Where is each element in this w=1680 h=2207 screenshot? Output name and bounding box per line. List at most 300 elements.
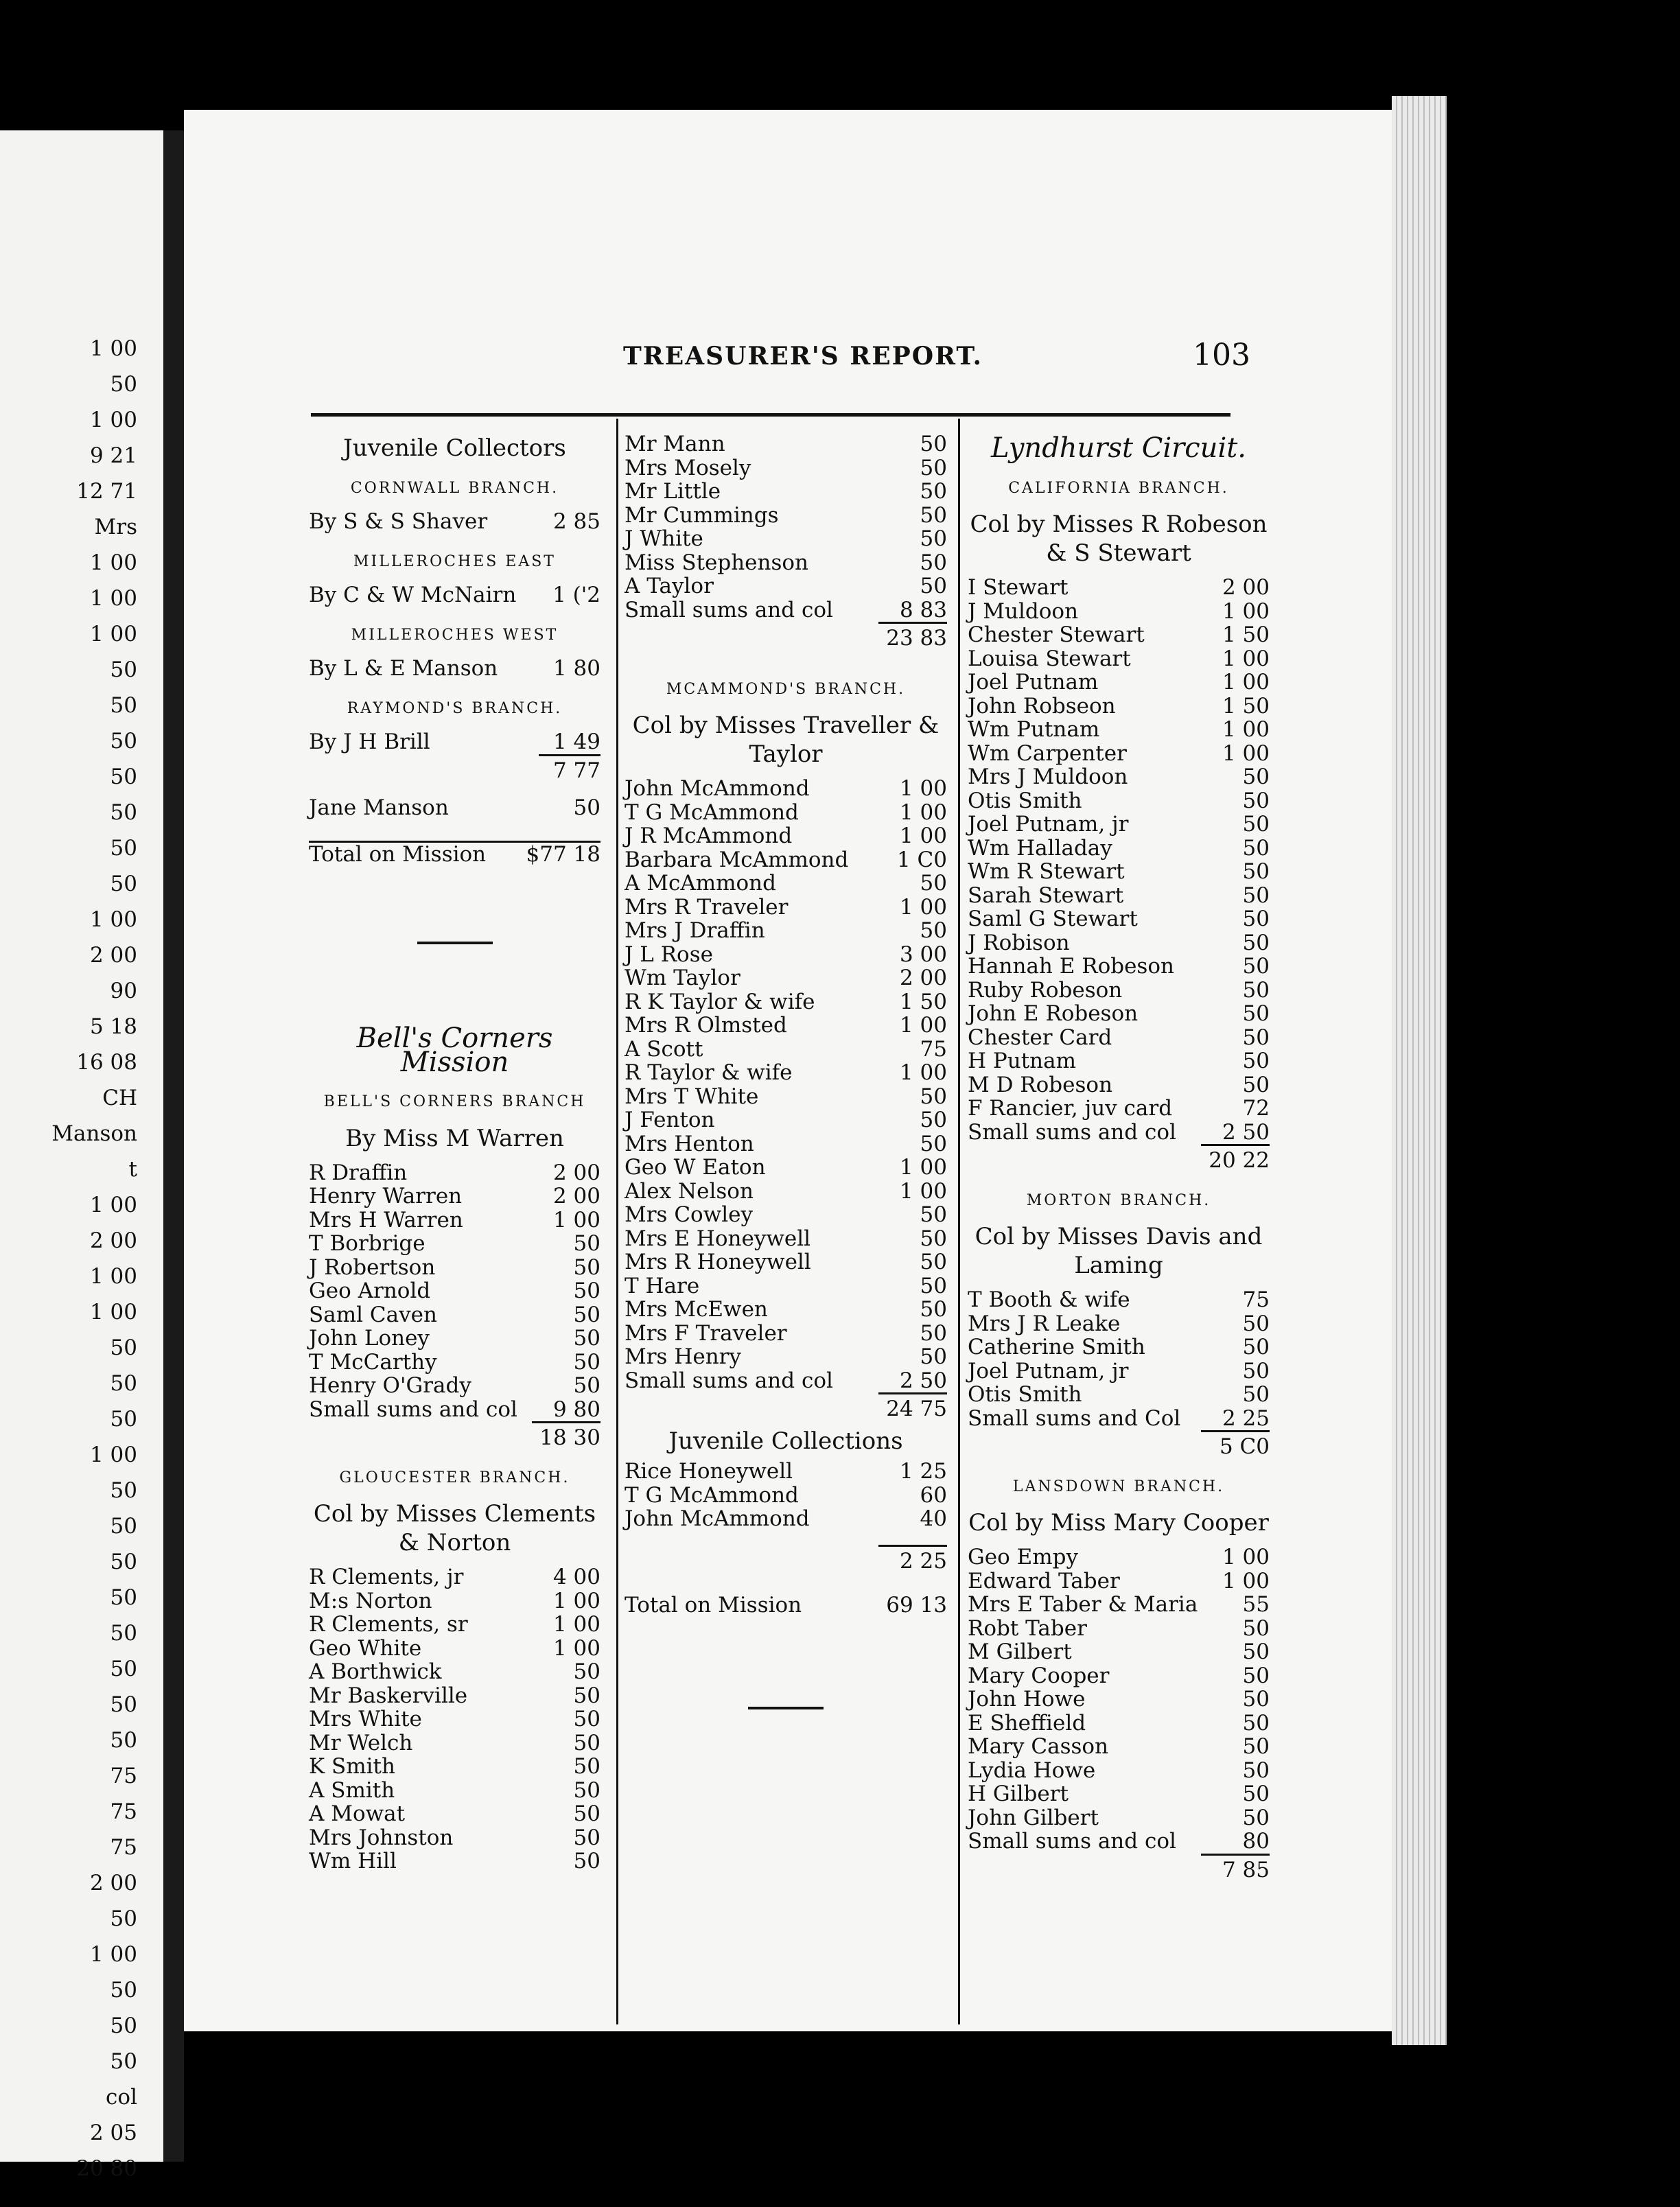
entry-amount: 1 80	[552, 656, 600, 681]
entry-amount: 1 00	[552, 1635, 600, 1661]
total-on-mission-row	[309, 841, 600, 867]
entry-name: Mrs Cowley	[625, 1202, 754, 1227]
entry-amount: 50	[920, 550, 947, 575]
entry-row	[968, 907, 1270, 931]
entry-name: Barbara McAmmond	[625, 847, 849, 872]
entry-row	[309, 1327, 600, 1351]
entry-name: John Gilbert	[968, 1805, 1099, 1830]
book-gutter	[163, 130, 184, 2162]
entry-name: John Robseon	[968, 693, 1116, 719]
entry-amount: 50	[573, 1349, 600, 1375]
entry-amount: 50	[920, 1108, 947, 1132]
entry-name: Alex Nelson	[625, 1178, 754, 1204]
entry-row	[968, 884, 1270, 908]
entry-row	[968, 694, 1270, 719]
entry-amount: 50	[1242, 1358, 1270, 1383]
juvenile-collections-title: Juvenile Collections	[668, 1427, 903, 1455]
entry-row	[625, 1180, 947, 1204]
entry-name: Saml G Stewart	[968, 907, 1138, 931]
entry-amount: 2 00	[552, 1160, 600, 1185]
entry-name: Mr Welch	[309, 1730, 413, 1755]
entry-name: Wm R Stewart	[968, 859, 1125, 884]
entry-row	[309, 1613, 600, 1637]
entry-amount: 1 00	[899, 1155, 947, 1180]
entry-amount: 50	[573, 1254, 600, 1280]
row-amount: 69 13	[886, 1593, 947, 1618]
entry-row	[625, 1345, 947, 1369]
left-page-text: 2 00	[89, 943, 137, 968]
mcammond-collector: Col by Misses Traveller & Taylor	[632, 712, 940, 768]
left-page-text: 12 71	[76, 479, 137, 504]
entry-name: J L Rose	[625, 942, 713, 967]
entry-row	[968, 1335, 1270, 1359]
entry-row	[968, 860, 1270, 884]
entry-row	[968, 1026, 1270, 1050]
entry-name: M:s Norton	[309, 1588, 432, 1613]
entry-name: Mr Little	[625, 479, 721, 504]
entry-amount: 50	[920, 526, 947, 551]
entry-row	[309, 1161, 600, 1185]
entry-amount: 50	[573, 1825, 600, 1850]
left-page-text: 50	[110, 1371, 137, 1396]
entry-name: John Loney	[309, 1326, 430, 1351]
bells-total: 18 30	[532, 1421, 600, 1450]
left-page-text: 50	[110, 729, 137, 754]
entry-row	[625, 966, 947, 990]
bells-corners-title: Bell's Corners Mission	[356, 1023, 553, 1078]
entry-amount: 50	[1242, 907, 1270, 931]
entry-row	[968, 1806, 1270, 1830]
entry-row	[968, 1617, 1270, 1641]
entry-amount: 1 00	[899, 824, 947, 848]
entry-amount: 50	[573, 1777, 600, 1803]
entry-name: Geo Empy	[968, 1545, 1079, 1569]
entry-name: J Robertson	[309, 1254, 436, 1280]
entry-row	[625, 527, 947, 551]
entry-name: Mrs E Taber & Maria	[968, 1592, 1198, 1617]
left-page-text: 1 00	[89, 336, 137, 361]
entry-amount: 50	[920, 1084, 947, 1109]
column-divider	[616, 419, 618, 2024]
entry-amount: 4 00	[552, 1565, 600, 1589]
entry-row	[625, 504, 947, 528]
entry-name: Mr Cummings	[625, 502, 779, 528]
left-page-text: 50	[110, 657, 137, 682]
left-page-text: 50	[110, 1585, 137, 1610]
entry-amount: 50	[1242, 1663, 1270, 1688]
entry-amount: 75	[1242, 1287, 1270, 1312]
entry-row	[625, 1061, 947, 1085]
entry-name: Edward Taber	[968, 1568, 1120, 1593]
entry-amount: 50	[1242, 1072, 1270, 1097]
page-number: 103	[1193, 338, 1250, 373]
left-page-text: Manson	[51, 1121, 137, 1146]
entry-amount: 2 85	[552, 509, 600, 534]
entry-amount: 9 80	[552, 1397, 600, 1422]
entry-amount: 50	[1242, 835, 1270, 861]
entry-amount: 50	[1242, 1687, 1270, 1712]
entry-row	[309, 1232, 600, 1256]
morton-total: 5 C0	[1201, 1430, 1270, 1459]
entry-name: R Clements, jr	[309, 1565, 464, 1589]
column-divider	[958, 419, 960, 2024]
entry-row	[625, 801, 947, 825]
entry-name: Sarah Stewart	[968, 883, 1124, 908]
morton-rows	[968, 1288, 1270, 1430]
entry-name: Louisa Stewart	[968, 646, 1131, 671]
left-page-text: 1 00	[89, 408, 137, 432]
entry-amount: 50	[573, 1326, 600, 1351]
entry-name: Geo Arnold	[309, 1278, 431, 1303]
entry-row	[968, 1049, 1270, 1073]
entry-amount: 1 49	[552, 729, 600, 754]
left-page-text: 20 80	[76, 2156, 137, 2181]
entry-row	[968, 1688, 1270, 1712]
entry-amount: 8 83	[899, 597, 947, 622]
column-3	[968, 432, 1270, 1890]
row-name: Total on Mission	[309, 841, 487, 867]
entry-name: Wm Carpenter	[968, 740, 1127, 766]
entry-row	[625, 1085, 947, 1109]
entry-row	[968, 742, 1270, 766]
entry-name: Mrs White	[309, 1707, 422, 1731]
entry-amount: 50	[1242, 1805, 1270, 1830]
entry-name: Small sums and col	[968, 1829, 1176, 1854]
entry-name: H Gilbert	[968, 1782, 1069, 1806]
california-total: 20 22	[1201, 1144, 1270, 1173]
entry-name: M Gilbert	[968, 1639, 1072, 1664]
left-page-text: 2 00	[89, 1228, 137, 1253]
left-page-text: 50	[110, 800, 137, 825]
entry-amount: 50	[920, 1320, 947, 1346]
entry-row	[968, 1312, 1270, 1336]
entry-name: Mary Cooper	[968, 1663, 1110, 1688]
entry-row	[968, 1712, 1270, 1736]
entry-row	[625, 480, 947, 504]
entry-name: John McAmmond	[625, 776, 810, 801]
entry-amount: 50	[920, 871, 947, 896]
entry-name: J White	[625, 526, 703, 551]
entry-row	[625, 1038, 947, 1062]
entry-name: R Clements, sr	[309, 1612, 468, 1637]
left-page-text: 50	[110, 1657, 137, 1681]
entry-name: Mr Mann	[625, 432, 725, 456]
juvenile-total: 2 25	[878, 1545, 947, 1574]
entry-amount: 1 50	[1222, 622, 1270, 647]
mcammond-rows	[625, 777, 947, 1392]
mcammond-total: 24 75	[878, 1392, 947, 1421]
left-page-text: 75	[110, 1764, 137, 1788]
entry-row	[309, 1208, 600, 1233]
entry-row	[625, 1203, 947, 1227]
entry-amount: 50	[1242, 812, 1270, 837]
entry-amount: 50	[573, 1730, 600, 1755]
entry-name: Hannah E Robeson	[968, 954, 1174, 979]
entry-name: T Booth & wife	[968, 1287, 1130, 1312]
entry-row	[625, 1322, 947, 1346]
entry-amount: 50	[920, 455, 947, 480]
left-page-text: 1 00	[89, 622, 137, 646]
juvenile-total: 7 77	[539, 754, 600, 783]
entry-name: A Taylor	[625, 574, 714, 598]
lansdown-rows	[968, 1545, 1270, 1854]
entry-amount: 50	[573, 1231, 600, 1256]
entry-name: Henry Warren	[309, 1184, 463, 1208]
lyndhurst-circuit-title: Lyndhurst Circuit.	[990, 432, 1247, 464]
page-header	[184, 338, 1392, 383]
entry-row	[968, 1121, 1270, 1145]
entry-name: Small sums and col	[625, 1368, 833, 1393]
entry-row	[309, 1256, 600, 1280]
entry-amount: 50	[573, 1278, 600, 1303]
entry-name: Wm Putnam	[968, 717, 1100, 742]
entry-row	[625, 456, 947, 480]
entry-row	[968, 1640, 1270, 1664]
entry-name: A Scott	[625, 1036, 703, 1062]
entry-name: T Hare	[625, 1273, 700, 1298]
branch-heading: CORNWALL BRANCH.	[350, 479, 559, 497]
entry-amount: 75	[920, 1036, 947, 1062]
entry-amount: 50	[1242, 977, 1270, 1003]
entry-amount: 1 00	[899, 799, 947, 825]
entry-row	[625, 1132, 947, 1156]
entry-row	[968, 718, 1270, 742]
entry-name: Small sums and col	[625, 597, 833, 622]
left-page-text: 50	[110, 1335, 137, 1360]
left-page-text: 1 00	[89, 1443, 137, 1467]
left-page-text: col	[106, 2085, 137, 2110]
entry-amount: 50	[920, 918, 947, 943]
jane-manson-row	[309, 796, 600, 820]
entry-row	[309, 1849, 600, 1873]
left-page-text: 16 08	[76, 1050, 137, 1075]
entry-amount: 1 00	[899, 894, 947, 920]
entry-row	[309, 1565, 600, 1589]
entry-row	[625, 943, 947, 967]
entry-amount: 50	[573, 1801, 600, 1826]
row-amount: 50	[573, 795, 600, 820]
entry-amount: 2 50	[899, 1368, 947, 1393]
left-page-text: 50	[110, 1978, 137, 2002]
entry-name: A Smith	[309, 1777, 395, 1803]
entry-row	[625, 1484, 947, 1508]
left-page-text: 50	[110, 1478, 137, 1503]
entry-row	[309, 1184, 600, 1208]
left-page-text: 50	[110, 872, 137, 896]
entry-row	[625, 1274, 947, 1298]
entry-name: Rice Honeywell	[625, 1459, 793, 1484]
left-page-text: 50	[110, 764, 137, 789]
entry-name: M D Robeson	[968, 1072, 1113, 1097]
entry-row	[309, 1398, 600, 1422]
entry-amount: 55	[1242, 1592, 1270, 1617]
entry-name: Joel Putnam	[968, 670, 1099, 694]
entry-name: J Muldoon	[968, 598, 1079, 624]
entry-name: John McAmmond	[625, 1506, 810, 1531]
page-edges	[1392, 96, 1447, 2045]
entry-name: J Robison	[968, 930, 1070, 955]
entry-row	[968, 1782, 1270, 1806]
left-page-text: 1 00	[89, 907, 137, 932]
entry-name: Mrs J Muldoon	[968, 764, 1128, 789]
entry-row	[309, 1660, 600, 1684]
california-rows	[968, 576, 1270, 1144]
left-page-fragment	[0, 130, 165, 2181]
entry-name: Ruby Robeson	[968, 977, 1123, 1003]
entry-name: Robt Taber	[968, 1615, 1087, 1641]
entry-row	[968, 1288, 1270, 1312]
entry-row	[309, 1279, 600, 1303]
entry-amount: 1 C0	[896, 847, 947, 872]
entry-amount: 1 00	[552, 1207, 600, 1233]
left-page-text: 75	[110, 1799, 137, 1824]
left-page-text: 50	[110, 2013, 137, 2038]
entry-amount: 80	[1242, 1829, 1270, 1854]
top-rows	[625, 432, 947, 622]
entry-amount: 72	[1242, 1096, 1270, 1121]
entry-row	[309, 583, 600, 607]
entry-name: Mrs R Traveler	[625, 894, 789, 920]
entry-name: Chester Stewart	[968, 622, 1145, 647]
entry-row	[625, 1507, 947, 1531]
lansdown-total: 7 85	[1201, 1854, 1270, 1882]
entry-name: Mrs Henton	[625, 1131, 754, 1156]
entry-row	[309, 1802, 600, 1826]
entry-row	[625, 1460, 947, 1484]
left-page-text: 50	[110, 836, 137, 861]
entry-name: Wm Halladay	[968, 835, 1112, 861]
left-page-text: 50	[110, 1692, 137, 1717]
entry-name: R Draffin	[309, 1160, 408, 1185]
entry-row	[968, 955, 1270, 979]
entry-row	[625, 1014, 947, 1038]
entry-row	[968, 647, 1270, 671]
left-page-text: 1 00	[89, 1300, 137, 1324]
entry-name: Mrs F Traveler	[625, 1320, 787, 1346]
entry-amount: 50	[573, 1683, 600, 1708]
entry-amount: 50	[1242, 764, 1270, 789]
entry-name: Mrs R Olmsted	[625, 1013, 787, 1038]
entry-name: Mary Casson	[968, 1734, 1109, 1759]
entry-name: Mrs Henry	[625, 1344, 742, 1369]
entry-row	[968, 979, 1270, 1003]
entry-name: E Sheffield	[968, 1710, 1086, 1736]
entry-name: Mrs R Honeywell	[625, 1250, 811, 1274]
branch-heading: MILLEROCHES EAST	[353, 552, 556, 570]
entry-amount: 60	[920, 1482, 947, 1508]
entry-name: Wm Taylor	[625, 966, 740, 990]
gloucester-collector: Col by Misses Clements & Norton	[313, 1500, 596, 1556]
entry-amount: 1 25	[899, 1459, 947, 1484]
entry-amount: 1 ('2	[552, 583, 600, 607]
entry-row	[968, 600, 1270, 624]
left-page-text: 50	[110, 693, 137, 718]
entry-row	[968, 1735, 1270, 1759]
entry-row	[968, 789, 1270, 813]
entry-amount: 50	[1242, 1782, 1270, 1806]
left-page-text: 50	[110, 1514, 137, 1539]
entry-amount: 2 00	[1222, 575, 1270, 600]
entry-row	[309, 1303, 600, 1327]
entry-name: Miss Stephenson	[625, 550, 809, 575]
entry-name: T Borbrige	[309, 1231, 425, 1256]
entry-name: Mrs J Draffin	[625, 918, 765, 943]
entry-row	[968, 1002, 1270, 1026]
entry-row	[625, 777, 947, 801]
entry-name: Mrs McEwen	[625, 1297, 768, 1322]
entry-name: J Fenton	[625, 1108, 715, 1132]
entry-name: By L & E Manson	[309, 656, 498, 681]
entry-amount: 50	[1242, 1335, 1270, 1359]
entry-row	[309, 657, 600, 681]
entry-row	[309, 1684, 600, 1708]
entry-row	[968, 1407, 1270, 1431]
entry-amount: 1 00	[1222, 646, 1270, 671]
entry-row	[625, 1369, 947, 1393]
left-page-text: 50	[110, 1550, 137, 1574]
entry-amount: 1 00	[1222, 740, 1270, 766]
entry-row	[309, 1731, 600, 1755]
left-page-text: t	[128, 1157, 137, 1182]
left-page-text: 50	[110, 1728, 137, 1753]
entry-amount: 50	[920, 479, 947, 504]
entry-row	[625, 990, 947, 1014]
entry-amount: 50	[573, 1302, 600, 1327]
entry-name: Joel Putnam, jr	[968, 1358, 1129, 1383]
report-page	[184, 110, 1392, 2031]
entry-name: Wm Hill	[309, 1849, 397, 1873]
entry-amount: 50	[1242, 1758, 1270, 1783]
entry-row	[968, 670, 1270, 694]
entry-amount: 1 00	[899, 1060, 947, 1085]
entry-row	[625, 872, 947, 896]
entry-name: Saml Caven	[309, 1302, 437, 1327]
entry-row	[625, 896, 947, 920]
entry-name: Mrs T White	[625, 1084, 759, 1109]
column-1	[309, 432, 600, 1873]
left-page-text: 2 05	[89, 2121, 137, 2145]
entry-name: Mrs E Honeywell	[625, 1226, 811, 1251]
entry-amount: 50	[1242, 1710, 1270, 1736]
entry-amount: 50	[920, 432, 947, 456]
entry-row	[625, 551, 947, 575]
entry-amount: 1 00	[552, 1588, 600, 1613]
juvenile-rows	[625, 1460, 947, 1531]
entry-amount: 50	[920, 1273, 947, 1298]
left-page-text: 50	[110, 2049, 137, 2074]
gloucester-rows	[309, 1565, 600, 1873]
entry-row	[625, 598, 947, 622]
entry-row	[968, 1830, 1270, 1854]
entry-amount: 50	[573, 1754, 600, 1779]
left-page-text: 75	[110, 1835, 137, 1860]
entry-row	[309, 730, 600, 754]
column-2	[625, 432, 947, 1751]
entry-amount: 1 00	[552, 1612, 600, 1637]
lansdown-branch: LANSDOWN BRANCH.	[1012, 1478, 1225, 1495]
entry-amount: 50	[920, 1297, 947, 1322]
entry-name: K Smith	[309, 1754, 395, 1779]
row-name: Jane Manson	[309, 795, 449, 820]
entry-amount: 50	[920, 1131, 947, 1156]
entry-name: Geo White	[309, 1635, 422, 1661]
entry-amount: 50	[920, 1226, 947, 1251]
entry-name: T McCarthy	[309, 1349, 437, 1375]
entry-name: F Rancier, juv card	[968, 1096, 1173, 1121]
bells-collector: By Miss M Warren	[345, 1124, 564, 1152]
entry-row	[625, 1108, 947, 1132]
entry-name: T G McAmmond	[625, 799, 799, 825]
